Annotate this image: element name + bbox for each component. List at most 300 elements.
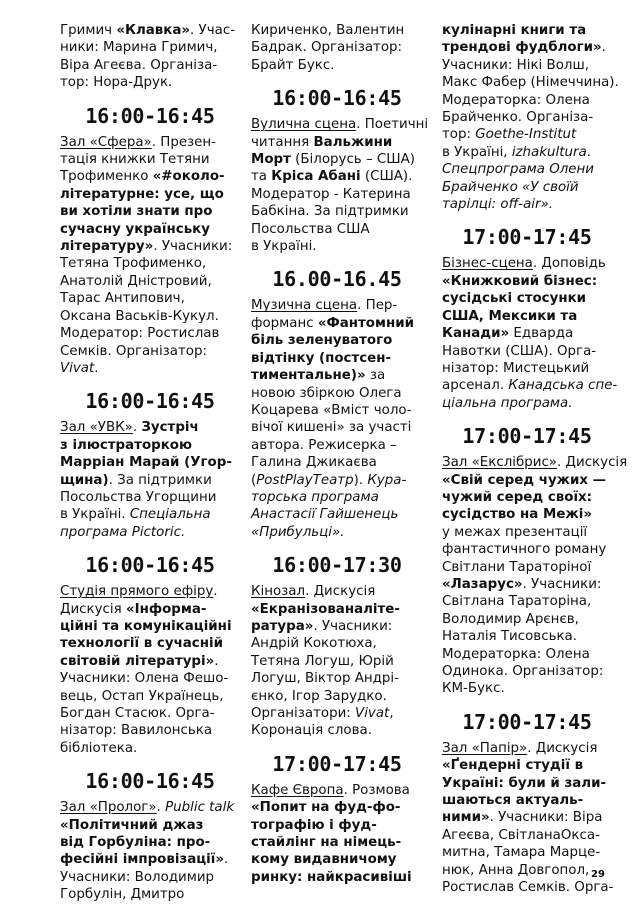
text-run: нізатор: Вавилонська	[60, 723, 213, 739]
text-line	[251, 688, 423, 705]
text-run: Тарас Антипович,	[60, 291, 185, 307]
event-time: 16:00-16:45	[85, 769, 215, 794]
event-title: ратура»	[251, 618, 314, 634]
event-title: кулінарні книги та	[442, 23, 587, 38]
text-run: читання	[251, 134, 314, 150]
text-run: .	[586, 144, 591, 160]
text-run: фантастичного роману	[442, 542, 607, 558]
text-run: нізатор: Мистецький	[442, 360, 590, 376]
text-line	[442, 576, 612, 593]
text-line	[251, 618, 423, 635]
text-line	[251, 834, 423, 851]
venue-name: Зал «Папір»	[442, 740, 528, 756]
text-line	[251, 782, 423, 799]
text-run: Володимир Арєнєв,	[442, 611, 579, 627]
text-line	[60, 203, 240, 220]
text-line	[251, 635, 423, 652]
text-line	[60, 705, 240, 722]
text-line	[251, 22, 423, 39]
event-title: літературне: усе, що	[60, 186, 224, 202]
text-run: ціальна програма.	[442, 395, 573, 411]
page-number: 29	[591, 869, 605, 880]
text-line	[442, 663, 612, 680]
text-run: Учасники: Нікі Волш,	[442, 57, 589, 73]
text-line	[60, 688, 240, 705]
text-line	[251, 799, 423, 816]
event-title: сусідські стосунки	[442, 291, 587, 307]
text-line	[60, 722, 240, 739]
text-line	[251, 869, 423, 886]
text-run: в Україні.	[251, 239, 317, 255]
text-line	[442, 680, 612, 697]
text-run: програма Pictoric.	[60, 524, 186, 540]
text-line	[60, 437, 240, 454]
text-run: тор: Нора-Друк.	[60, 75, 173, 91]
text-run: тор:	[442, 127, 476, 143]
event-title: США, Мексики та	[442, 308, 578, 324]
text-line	[442, 22, 612, 39]
event-block	[442, 22, 619, 213]
text-line	[60, 583, 240, 600]
text-run: тарілці: off-air».	[442, 197, 554, 213]
text-run: .	[224, 852, 229, 868]
event-title: літературу»	[60, 239, 154, 255]
venue-name: Кафе Європа	[251, 782, 344, 798]
text-line	[60, 419, 240, 436]
text-line	[442, 827, 612, 844]
text-line	[60, 255, 240, 272]
text-line	[251, 817, 423, 834]
text-line	[60, 740, 240, 757]
event-title: «Екранізованаліте-	[251, 601, 400, 617]
event-block	[251, 752, 423, 886]
text-line	[442, 39, 612, 56]
event-time: 17:00-17:45	[462, 424, 592, 449]
event-title: «Ґендерні студії в	[442, 758, 584, 774]
text-run: .	[94, 360, 99, 376]
text-run: Дискусія	[60, 601, 126, 617]
text-run: Кура-	[367, 472, 407, 488]
text-line	[60, 308, 240, 325]
text-run: Vivat	[60, 360, 95, 376]
text-run: ,	[389, 706, 394, 721]
text-run: єнко, Ігор Зарудко.	[251, 688, 387, 704]
event-block	[442, 225, 618, 412]
text-line	[60, 635, 240, 652]
venue-name: Зал «Екслібрис»	[442, 455, 558, 471]
event-block	[60, 22, 240, 92]
text-run: Логуш, Віктор Андрі-	[251, 671, 399, 687]
text-line	[251, 454, 423, 471]
text-run: . Учасники:	[313, 618, 393, 634]
text-line	[60, 851, 240, 868]
text-run: тація книжки Тетяни	[60, 152, 210, 168]
text-run: . Учасники:	[522, 576, 602, 592]
text-run: Брайт Букс.	[251, 57, 335, 73]
text-run: автора. Режисерка –	[251, 437, 397, 453]
text-line	[442, 325, 612, 342]
text-run: .	[214, 653, 219, 669]
event-title: ринку: найкрасивіші	[251, 869, 412, 885]
text-line	[442, 92, 612, 109]
text-line	[442, 290, 612, 307]
text-line	[60, 618, 240, 635]
event-title: тографію і фуд-	[251, 817, 377, 833]
text-line	[442, 472, 612, 489]
event-title: «Політичний джаз	[60, 817, 204, 833]
text-run: вець, Остап Українець,	[60, 688, 224, 704]
event-block	[442, 710, 612, 897]
text-run: PostPlayТеатр	[256, 472, 354, 488]
event-title: сусідство на Межі»	[442, 507, 592, 523]
event-block	[60, 553, 240, 757]
text-run: ).	[353, 472, 368, 488]
event-title: відтінку (постсен-	[251, 350, 392, 366]
text-run: арсенал.	[442, 378, 509, 394]
text-line	[442, 377, 618, 394]
event-time: 16:00-16:45	[85, 553, 215, 578]
venue-name: Зал «Пролог»	[60, 800, 157, 816]
text-line	[251, 705, 423, 722]
text-line	[60, 221, 240, 238]
text-run: Організатори:	[251, 706, 356, 721]
text-run: Модераторка: Олена	[442, 92, 590, 108]
text-line	[442, 524, 612, 541]
text-run: в Україні,	[442, 144, 512, 160]
text-run: бібліотека.	[60, 740, 138, 756]
text-line	[60, 653, 240, 670]
text-run: Модератор: Ростислав	[60, 326, 220, 342]
text-run: Спецпрограма Олени	[442, 162, 595, 178]
text-run: за	[365, 368, 386, 384]
text-run: Гримич	[60, 23, 117, 38]
text-run: вічої кишені» за участі	[251, 420, 412, 436]
text-run: Ростислав Семків. Орга-	[442, 880, 614, 896]
text-line	[442, 775, 612, 792]
text-run: Коронація слова.	[251, 723, 372, 739]
text-line	[60, 670, 240, 687]
text-run: Брайченко. Організа-	[442, 110, 594, 126]
venue-name: Зал «Сфера»	[60, 134, 152, 150]
event-time: 16:00-16:45	[272, 86, 402, 111]
text-line	[60, 168, 240, 185]
event-block	[251, 86, 429, 255]
text-line	[251, 722, 423, 739]
text-line	[251, 472, 423, 489]
text-line	[442, 489, 612, 506]
event-title: чужий серед своїх:	[442, 489, 593, 505]
text-run: . Доповідь	[532, 256, 606, 272]
text-line	[442, 740, 612, 757]
event-title: шаються актуаль-	[442, 793, 584, 809]
text-line	[251, 419, 423, 436]
text-run: Андрій Кокотюха,	[251, 636, 377, 652]
text-run: Світлана Тараторіна,	[442, 594, 592, 610]
event-time: 16:00-16:45	[85, 389, 215, 414]
event-time: 16.00-16.45	[272, 267, 402, 292]
text-line	[251, 506, 423, 523]
text-run: Канадська спе-	[508, 378, 618, 394]
text-run: Анатолій Дністровий,	[60, 273, 212, 289]
text-line	[60, 472, 240, 489]
text-line	[251, 583, 423, 600]
text-line	[251, 221, 423, 238]
event-title: «Попит на фуд-фо-	[251, 800, 401, 816]
text-run: . Поетичні	[356, 117, 429, 133]
text-line	[442, 360, 612, 377]
text-run: Світлани Тараторіної	[442, 559, 592, 575]
text-run: нюк, Анна Довгопол,	[442, 862, 590, 878]
event-title: Україні: були й зали-	[442, 775, 607, 791]
text-line	[442, 161, 612, 178]
text-run: Брайченко «У своїй	[442, 179, 579, 195]
text-run: . Учас-	[190, 23, 236, 38]
text-line	[60, 489, 240, 506]
text-line	[442, 74, 619, 91]
text-line	[251, 670, 423, 687]
event-time: 17:00-17:45	[462, 225, 592, 250]
text-run: ники: Марина Гримич,	[60, 40, 218, 56]
text-run: новою збіркою Олега	[251, 385, 402, 401]
event-title: «Книжковий бізнес:	[442, 273, 598, 289]
event-title: трендові фудблоги»	[442, 40, 602, 56]
text-run: Макс Фабер (Німеччина).	[442, 75, 619, 91]
text-run: . Дискусія	[557, 455, 628, 471]
text-run: Goethe-Institut	[475, 127, 577, 143]
text-run: Спеціальна	[129, 507, 211, 523]
event-title: фесійні імпровізації»	[60, 852, 224, 868]
text-line	[60, 273, 240, 290]
text-run: (Білорусь – США)	[290, 152, 415, 168]
text-line	[442, 454, 628, 471]
venue-name: Вулична сцена	[251, 117, 357, 133]
text-line	[442, 541, 612, 558]
event-title: Морт	[251, 152, 291, 168]
event-title: технології в сучасній	[60, 636, 223, 652]
text-line	[251, 437, 423, 454]
venue-name: Музична сцена	[251, 298, 358, 314]
event-block	[60, 104, 240, 378]
text-line	[60, 325, 240, 342]
text-line	[60, 74, 240, 91]
text-run: .	[601, 40, 606, 56]
event-title: «Інформа-	[125, 601, 207, 617]
event-block	[60, 389, 240, 541]
text-line	[251, 134, 423, 151]
text-line	[442, 757, 612, 774]
text-line	[251, 186, 423, 203]
text-line	[442, 628, 612, 645]
text-line	[251, 385, 423, 402]
event-block	[251, 22, 423, 74]
text-run: Наталія Тисовська.	[442, 629, 578, 645]
text-line	[251, 116, 429, 133]
event-title: стайлінг на німець-	[251, 835, 402, 851]
text-line	[442, 593, 612, 610]
event-title: «Клавка»	[116, 23, 191, 38]
venue-name: Зал «УВК»	[60, 420, 133, 436]
event-title: світовій літературі»	[60, 653, 215, 669]
text-line	[442, 879, 612, 896]
text-line	[251, 151, 423, 168]
text-run: .	[213, 584, 218, 600]
text-line	[251, 601, 423, 618]
text-line	[442, 144, 612, 161]
text-run: . За підтримки	[108, 472, 212, 488]
text-run: Едвардa	[509, 326, 574, 342]
text-run: Одинока. Організатор:	[442, 664, 604, 679]
event-title: щина)	[60, 472, 109, 488]
text-line	[60, 22, 240, 39]
text-run: Горбулін, Дмитро	[60, 887, 185, 903]
text-line	[251, 238, 423, 255]
text-line	[251, 168, 423, 185]
event-title: з ілюстраторкою	[60, 437, 193, 453]
text-line	[442, 559, 612, 576]
text-line	[60, 869, 240, 886]
text-line	[442, 126, 612, 143]
text-run: Оксана Васьків-Кукул.	[60, 308, 219, 324]
text-line	[251, 315, 423, 332]
text-run: Тетяна Трофименко,	[60, 256, 207, 272]
venue-name: Бізнес-сцена	[442, 256, 533, 272]
event-title: Канади»	[442, 326, 510, 342]
text-run: Бадрак. Організатор:	[251, 40, 403, 56]
text-line	[60, 39, 240, 56]
event-title: «#около-	[152, 169, 225, 185]
event-time: 16:00-17:30	[272, 553, 402, 578]
text-line	[442, 343, 612, 360]
text-line	[251, 367, 423, 384]
text-line	[60, 506, 240, 523]
text-line	[251, 653, 423, 670]
event-block	[60, 769, 240, 903]
event-title: Марріан Марай (Угор-	[60, 455, 232, 471]
text-run: Анастасії Гайшенець	[251, 507, 399, 523]
text-run: Семків. Організатор:	[60, 343, 207, 359]
event-time: 17:00-17:45	[462, 709, 592, 734]
text-run: Бабкіна. За підтримки	[251, 204, 409, 220]
text-line	[442, 792, 612, 809]
text-run: Агеєва, СвітланаОкса-	[442, 827, 600, 843]
venue-name: Кінозал	[251, 584, 306, 600]
text-line	[442, 844, 612, 861]
text-run: Модератор - Катерина	[251, 186, 411, 202]
text-run: Богдан Стасюк. Орга-	[60, 706, 215, 721]
text-line	[442, 395, 612, 412]
text-line	[60, 524, 240, 541]
text-run: Галина Джикаєва	[251, 455, 377, 471]
text-run: Трофименко	[60, 169, 153, 185]
text-line	[442, 809, 612, 826]
text-run: Посольства США	[251, 221, 370, 237]
event-title: від Горбуліна: про-	[60, 835, 211, 851]
text-run: . Учасники: Віра	[489, 810, 603, 826]
text-line	[251, 350, 423, 367]
text-run: форманс	[251, 315, 318, 331]
text-line	[60, 151, 240, 168]
event-block	[251, 267, 423, 541]
text-line	[60, 886, 240, 903]
text-line	[251, 332, 423, 349]
text-line	[60, 360, 240, 377]
text-line	[442, 179, 612, 196]
text-run: .	[156, 800, 166, 816]
text-line	[442, 862, 612, 879]
text-run: Vivat	[355, 706, 390, 721]
text-run: . Пер-	[357, 298, 398, 314]
text-run: . Учасники:	[153, 239, 233, 255]
event-title: Зустріч	[141, 420, 199, 436]
text-line	[251, 402, 423, 419]
text-run: . Дискусія	[527, 740, 598, 756]
event-title: тиментальне)»	[251, 368, 366, 384]
column-2	[251, 22, 429, 886]
text-run: Учасники: Володимир	[60, 869, 215, 885]
text-run: КМ-Букс.	[442, 681, 505, 697]
text-run: Кириченко, Валентин	[251, 23, 405, 38]
event-title: ними»	[442, 810, 490, 826]
text-run: Посольства Угорщини	[60, 489, 217, 505]
text-run: в Україні.	[60, 507, 130, 523]
text-line	[442, 273, 612, 290]
text-run: Віра Агеєва. Організа-	[60, 57, 218, 73]
text-run: . Розмова	[343, 782, 410, 798]
text-run: торська програма	[251, 489, 379, 505]
text-line	[60, 601, 240, 618]
event-title: ційні та комунікаційні	[60, 618, 232, 634]
text-line	[60, 343, 240, 360]
text-line	[251, 297, 423, 314]
event-block	[442, 424, 628, 698]
text-run: (США).	[360, 169, 413, 185]
text-line	[442, 506, 612, 523]
text-line	[251, 851, 423, 868]
text-line	[442, 308, 612, 325]
text-run: Навотки (США). Орга-	[442, 343, 597, 359]
column-3	[442, 22, 628, 896]
text-run: у межах презентації	[442, 524, 588, 540]
event-title: «Фантомний	[317, 315, 414, 331]
event-title: «Лазарус»	[442, 576, 523, 592]
text-run: Учасники: Олена Фешо-	[60, 671, 229, 687]
text-run: Модераторка: Олена	[442, 646, 590, 662]
text-line	[442, 646, 612, 663]
text-run: (	[251, 472, 257, 488]
event-title: кому видавничому	[251, 852, 397, 868]
event-title: ви хотіли знати про	[60, 204, 213, 220]
text-line	[442, 109, 612, 126]
column-1	[60, 22, 240, 904]
text-line	[60, 290, 240, 307]
text-run: .	[132, 420, 142, 436]
event-time: 17:00-17:45	[272, 751, 402, 776]
text-line	[60, 817, 240, 834]
text-run: Тетяна Логуш, Юрій	[251, 653, 394, 669]
text-run: «Прибульці».	[251, 524, 345, 540]
text-line	[251, 524, 423, 541]
text-line	[442, 611, 612, 628]
text-line	[442, 255, 612, 272]
event-time: 16:00-16:45	[85, 103, 215, 128]
text-line	[251, 57, 423, 74]
text-line	[60, 799, 240, 816]
text-line	[251, 39, 423, 56]
text-line	[251, 489, 423, 506]
text-run: . Дискусія	[305, 584, 376, 600]
text-run: та	[251, 169, 272, 185]
text-run: . Презен-	[151, 134, 217, 150]
